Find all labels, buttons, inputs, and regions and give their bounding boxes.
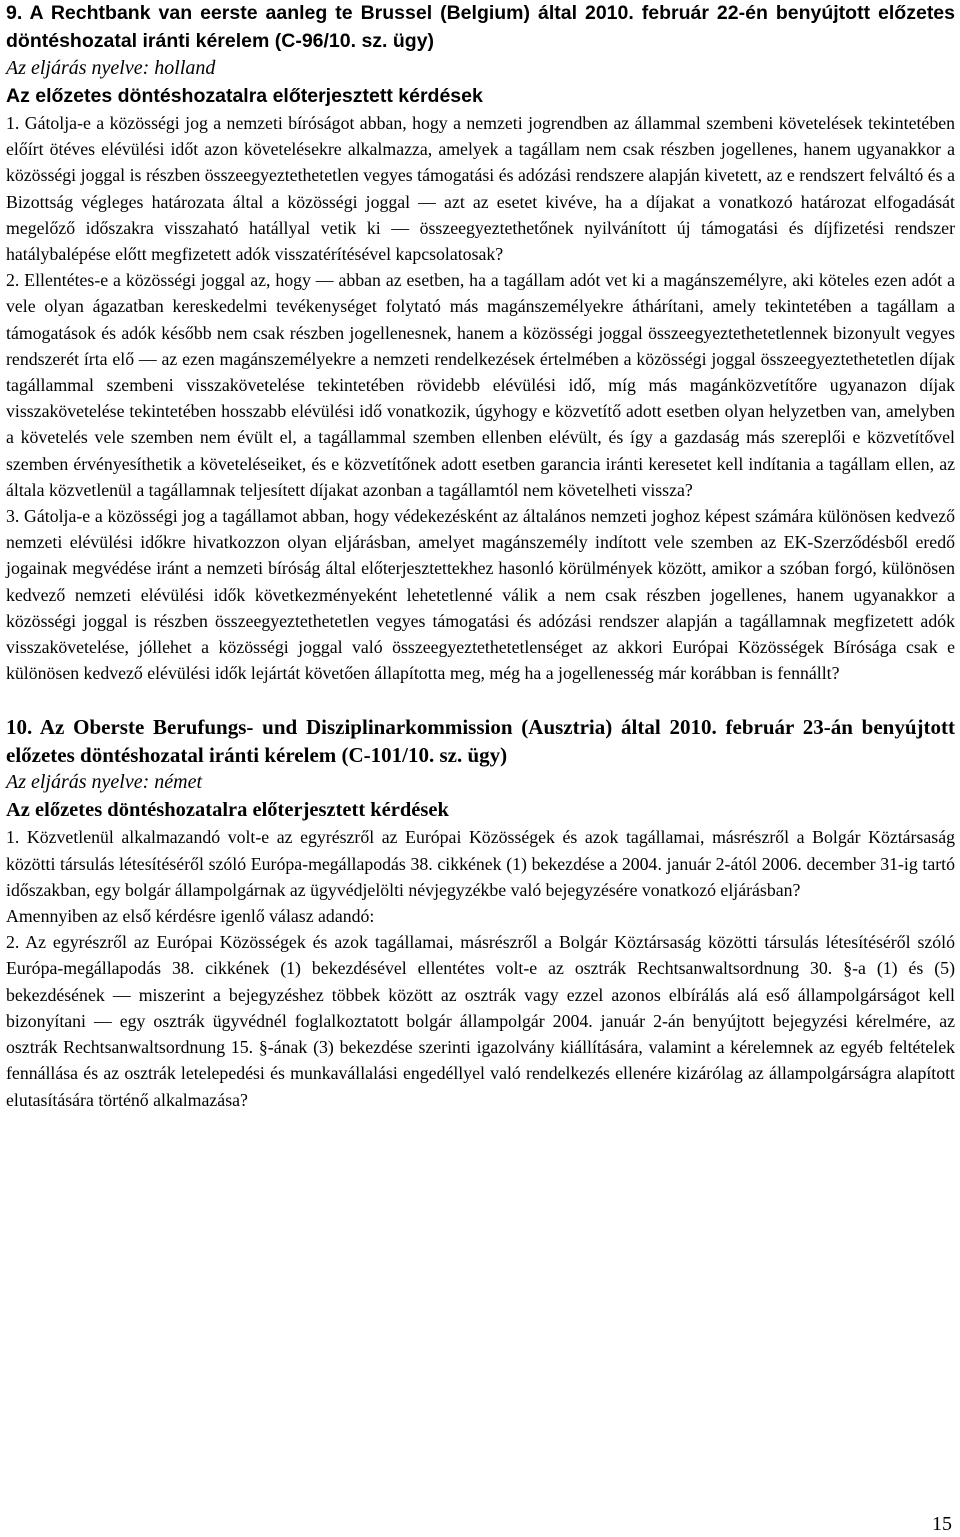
section-10-question-1: 1. Közvetlenül alkalmazandó volt-e az egyrészről az Európai Közösségek és azok tagállamai, másrészről a Bolgár Köztársaság közötti társulás létesítéséről szóló Európa-megállapodás 38. cikkének (1) bekezdése a 2004. január 2-ától 2006. december 31-ig tartó időszakban, egy bolgár állampolgárnak az ügyvédjelölti névjegyzékbe való bejegyzésére vonatkozó eljárásban? — [6, 827, 955, 900]
section-10-question-2: 2. Az egyrészről az Európai Közösségek és azok tagállamai, másrészről a Bolgár Köztársaság közötti társulás létesítéséről szóló Európa-megállapodás 38. cikkének (1) bekezdésével ellentétes volt-e az osztrák Rechtsanwaltsordnung 30. §-a (1) és (5) bekezdésének — miszerint a bejegyzéshez többek között az osztrák vagy ezzel azonos elbírálás alá eső állampolgárságot kell bizonyítani — egy osztrák ügyvédnél foglalkoztatott bolgár állampolgár 2004. január 2-án benyújtott bejegyzési kérelmére, az osztrák Rechtsanwaltsordnung 15. §-ának (3) bekezdése szerinti igazolvány kiállítására, valamint a kérelemnek az egyéb feltételek fennállása és az osztrák letelepedési és munkavállalási engedéllyel való rendelkezés ellenére kizárólag az állampolgárságra alapított elutasítására történő alkalmazása? — [6, 932, 955, 1110]
section-9-heading: 9. A Rechtbank van eerste aanleg te Brussel (Belgium) által 2010. február 22-én benyújtott előzetes döntéshozatal iránti kérelem (C-96/10. sz. ügy) — [6, 2, 955, 52]
page-number: 15 — [932, 1513, 952, 1535]
section-9 — [6, 0, 955, 686]
section-10-questions-title: Az előzetes döntéshozatalra előterjesztett kérdések — [6, 798, 449, 821]
section-spacer — [6, 686, 955, 714]
section-9-question-3: 3. Gátolja-e a közösségi jog a tagállamot abban, hogy védekezésként az általános nemzeti joghoz képest számára különösen kedvező nemzeti elévülési időkre hivatkozzon olyan eljárásban, amelyet magánszemély indított vele szemben az EK-Szerződésből eredő jogainak megvédése iránt a nemzeti bíróság által előterjesztettekhez hasonló körülmények között, amikor a szóban forgó, különösen kedvező nemzeti elévülési idők következményeként lehetetlenné válik a nem csak részben jogellenes, hanem ugyanakkor a közösségi joggal is részben összeegyeztethetetlen vegyes támogatási és adózási rendszer alapján a tagállamnak megfizetett adók visszakövetelése, jóllehet a közösségi joggal való összeegyeztethetetlenséget az akkori Európai Közösségek Bírósága csak e különösen kedvező elévülési idők lejártát követően állapította meg, még ha a jogellenesség már korábban is fennállt? — [6, 506, 955, 684]
section-10-language: Az eljárás nyelve: német — [6, 771, 203, 794]
section-10-heading: 10. Az Oberste Berufungs- und Disziplinarkommission (Ausztria) által 2010. február 23-án benyújtott előzetes döntéshozatal iránti kérelem (C-101/10. sz. ügy) — [6, 715, 955, 767]
section-9-language: Az eljárás nyelve: holland — [6, 57, 216, 79]
section-9-questions-title: Az előzetes döntéshozatalra előterjesztett kérdések — [6, 84, 483, 107]
section-10 — [6, 714, 955, 1112]
section-9-question-2: 2. Ellentétes-e a közösségi joggal az, hogy — abban az esetben, ha a tagállam adót vet ki a magánszemélyre, aki köteles ezen adót a vele olyan ágazatban kereskedelmi tevékenységet folytató más magánszemélyekre áthárítani, amely tekintetében a tagállam a támogatások és adók később nem csak részben jogellenesnek, hanem a közösségi joggal összeegyeztethetetlennek bizonyult vegyes rendszerét írta elő — az ezen magánszemélyekre a nemzeti rendelkezések értelmében a közösségi joggal összeegyeztethetetlen díjak tagállammal szembeni visszakövetelése tekintetében rövidebb elévülési idő, míg más magánközvetítőre ugyanazon díjak visszakövetelése tekintetében hosszabb elévülési idő vonatkozik, úgyhogy e közvetítő adott esetben olyan helyzetben van, amelyben a követelés vele szemben nem évült el, a tagállammal szemben ellenben elévült, és így a gazdaság más szereplői e közvetítővel szemben érvényesíthetik a követeléseiket, és e közvetítőnek adott esetben garancia iránti keresetet kell indítania a tagállam ellen, az általa közvetlenül a tagállamnak teljesített díjakat azonban a tagállamtól nem követelheti vissza? — [6, 270, 955, 500]
document-content — [6, 0, 955, 1113]
section-10-conditional-note: Amennyiben az első kérdésre igenlő válasz adandó: — [6, 906, 375, 927]
section-9-question-1: 1. Gátolja-e a közösségi jog a nemzeti bíróságot abban, hogy a nemzeti jogrendben az állammal szembeni követelések tekintetében előírt ötéves elévülési időt azon követelésekre alkalmazza, amelyek a tagállam nem csak részben jogellenes, hanem ugyanakkor a közösségi joggal is részben összeegyeztethetetlen vegyes támogatási és adózási rendszere alapján kivetett, az e rendszert felváltó és a Bizottság végleges határozata által a közösségi joggal — azt az esetet kivéve, ha a díjakat a vonatkozó határozat elfogadását megelőző időszakra visszaható hatállyal vetik ki — összeegyeztethetőnek nyilvánított új támogatási és díjfizetési rendszer hatálybalépése előtt megfizetett adók visszatérítésével kapcsolatosak? — [6, 113, 955, 265]
